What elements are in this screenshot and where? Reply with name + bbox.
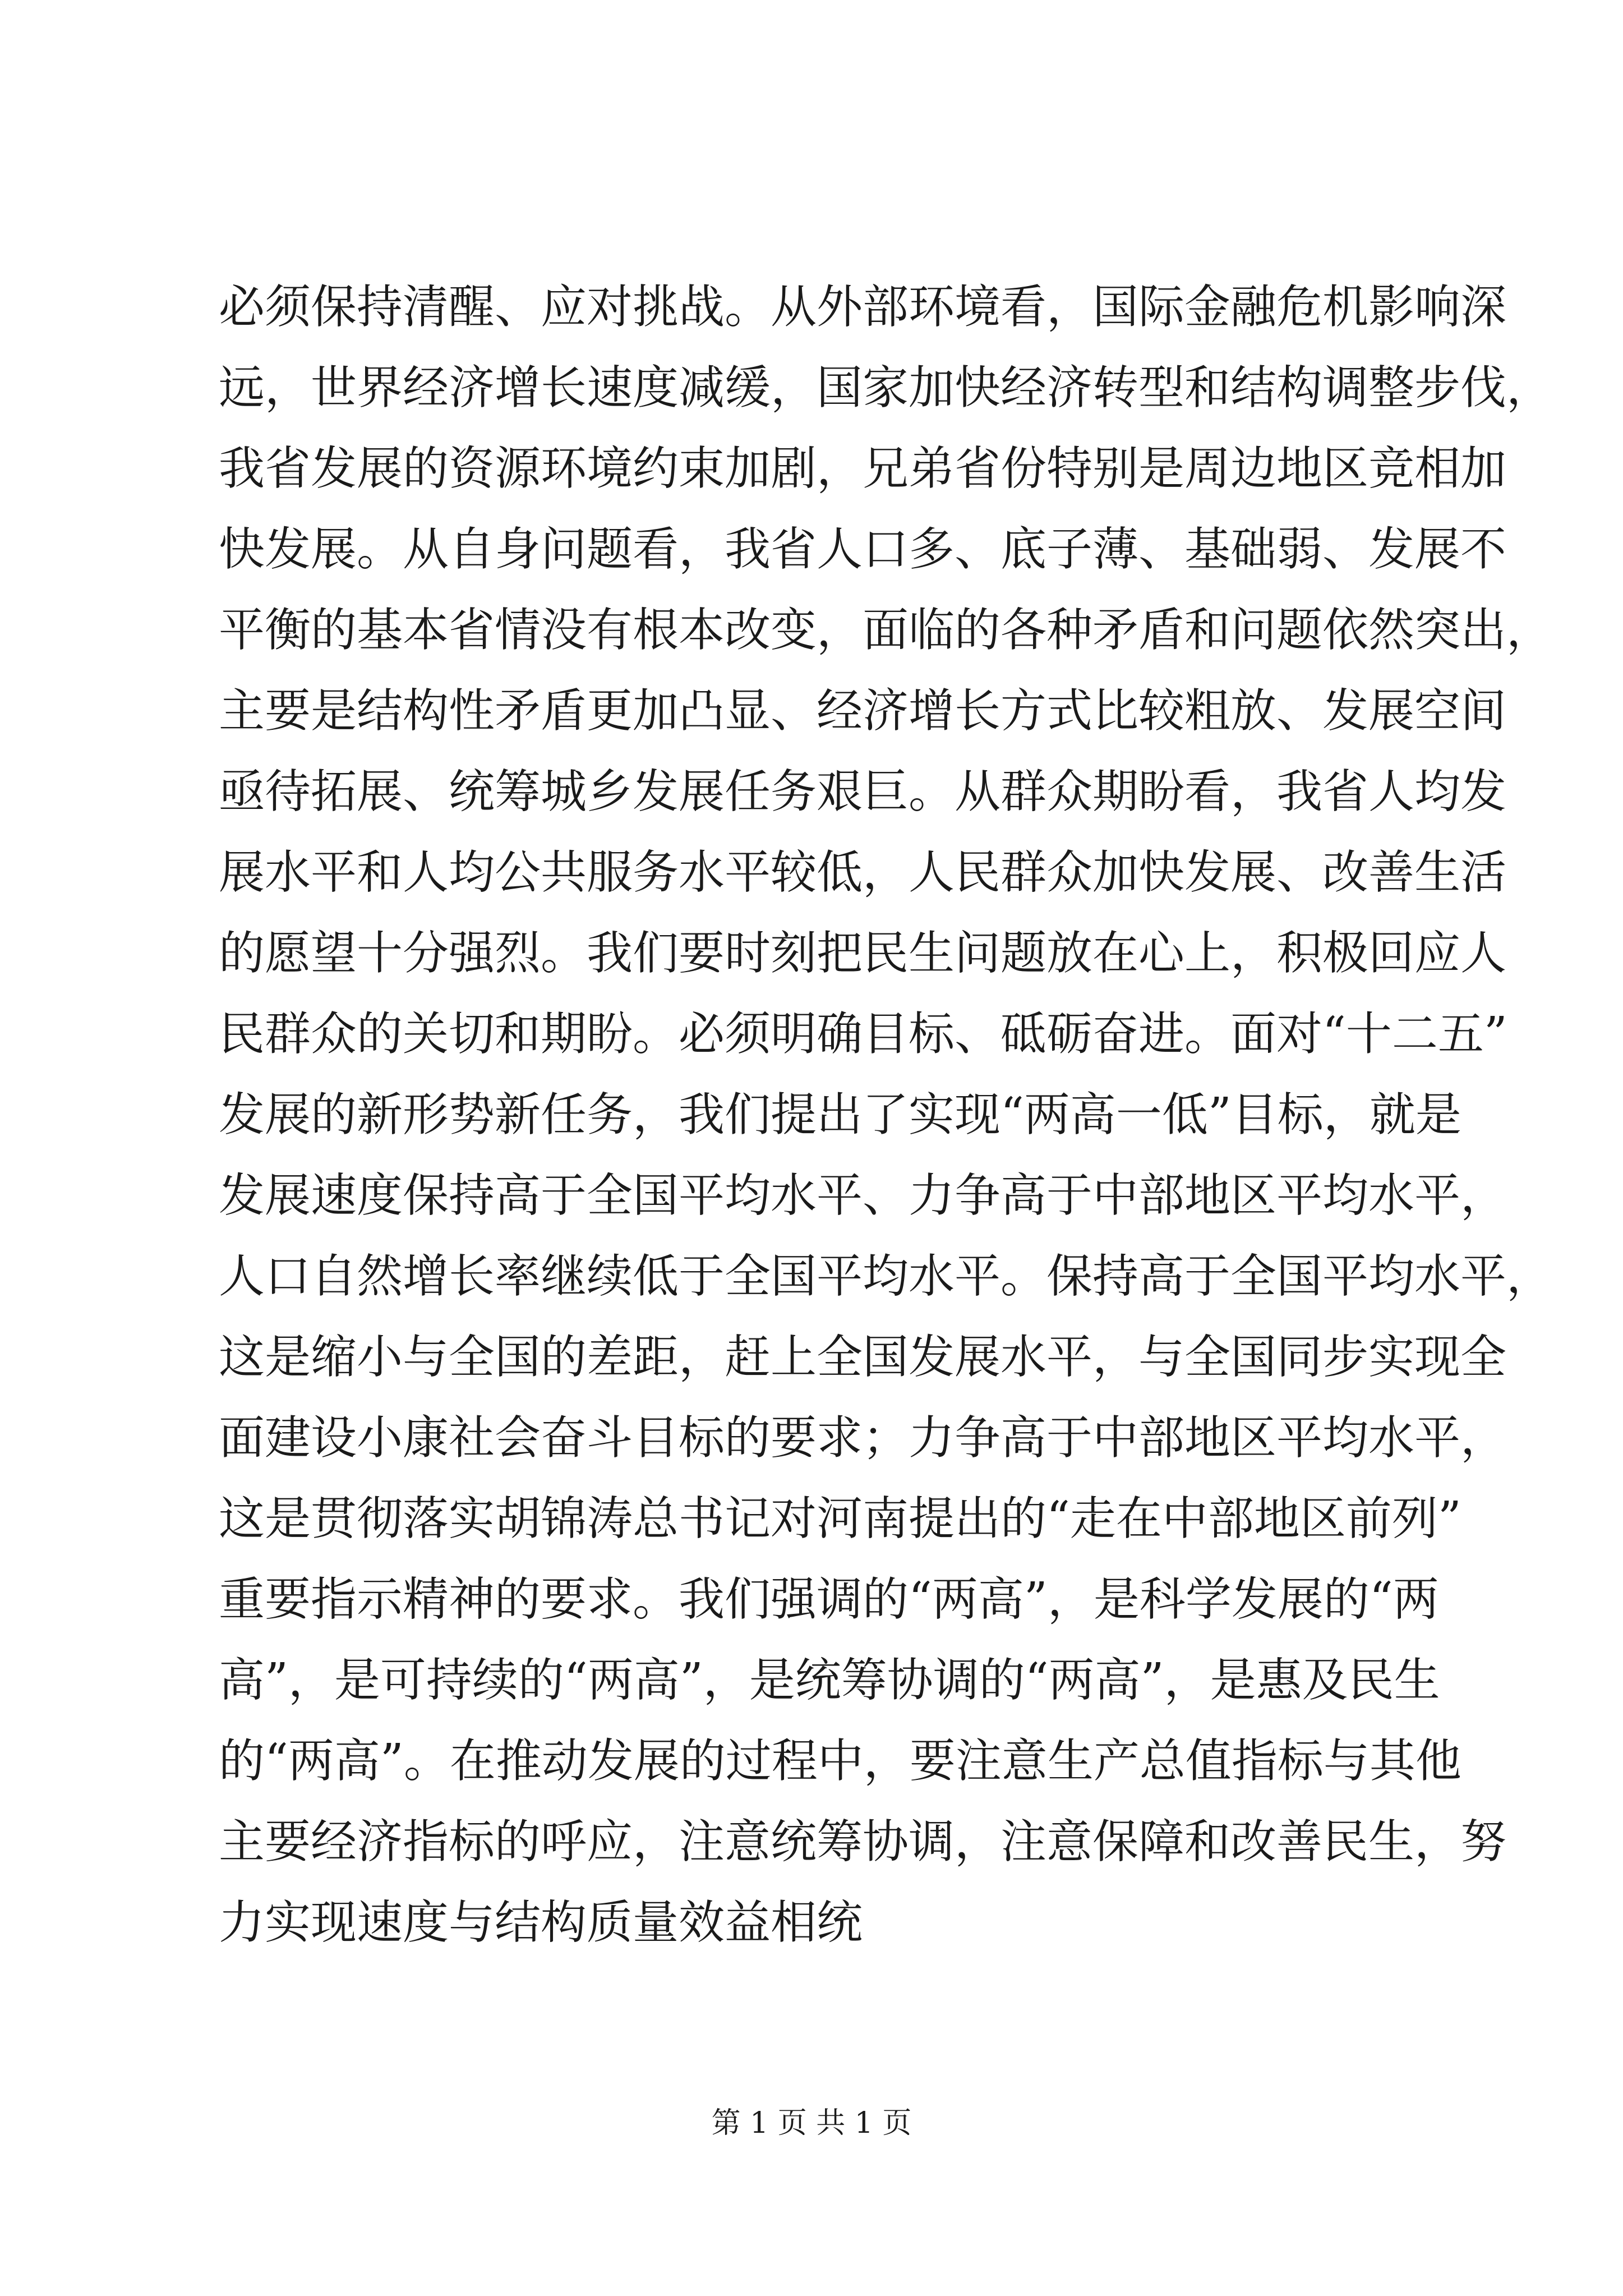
text-line: 必须保持清醒、应对挑战。从外部环境看，国际金融危机影响深 [219, 280, 1507, 334]
text-line: 民群众的关切和期盼。必须明确目标、砥砺奋进。面对“十二五” [219, 1007, 1507, 1061]
body-paragraph [219, 267, 1553, 1963]
text-line: 重要指示精神的要求。我们强调的“两高”，是科学发展的“两 [219, 1573, 1439, 1626]
text-line: 力实现速度与结构质量效益相统 [219, 1896, 863, 1949]
text-line: 发展速度保持高于全国平均水平、力争高于中部地区平均水平， [219, 1169, 1507, 1222]
text-line: 主要经济指标的呼应，注意统筹协调，注意保障和改善民生，努 [219, 1815, 1507, 1869]
text-line: 我省发展的资源环境约束加剧，兄弟省份特别是周边地区竞相加 [219, 442, 1507, 495]
text-line: 的愿望十分强烈。我们要时刻把民生问题放在心上，积极回应人 [219, 927, 1507, 980]
text-line: 的“两高”。在推动发展的过程中，要注意生产总值指标与其他 [219, 1734, 1461, 1788]
text-line: 这是贯彻落实胡锦涛总书记对河南提出的“走在中部地区前列” [219, 1492, 1461, 1545]
text-line: 平衡的基本省情没有根本改变，面临的各种矛盾和问题依然突出， [219, 604, 1553, 657]
text-line: 远，世界经济增长速度减缓，国家加快经济转型和结构调整步伐， [219, 361, 1553, 415]
text-line: 面建设小康社会奋斗目标的要求；力争高于中部地区平均水平， [219, 1411, 1507, 1465]
page-footer [0, 2104, 1623, 2143]
text-line: 快发展。从自身问题看，我省人口多、底子薄、基础弱、发展不 [219, 523, 1507, 576]
page-number-label: 第 1 页 共 1 页 [711, 2106, 912, 2140]
text-line: 高”，是可持续的“两高”，是统筹协调的“两高”，是惠及民生 [219, 1654, 1440, 1707]
text-line: 亟待拓展、统筹城乡发展任务艰巨。从群众期盼看，我省人均发 [219, 765, 1507, 818]
text-line: 发展的新形势新任务，我们提出了实现“两高一低”目标，就是 [219, 1088, 1461, 1142]
text-line: 人口自然增长率继续低于全国平均水平。保持高于全国平均水平， [219, 1250, 1553, 1303]
text-line: 主要是结构性矛盾更加凸显、经济增长方式比较粗放、发展空间 [219, 684, 1507, 738]
text-line: 展水平和人均公共服务水平较低，人民群众加快发展、改善生活 [219, 846, 1507, 899]
text-line: 这是缩小与全国的差距，赶上全国发展水平，与全国同步实现全 [219, 1331, 1507, 1384]
